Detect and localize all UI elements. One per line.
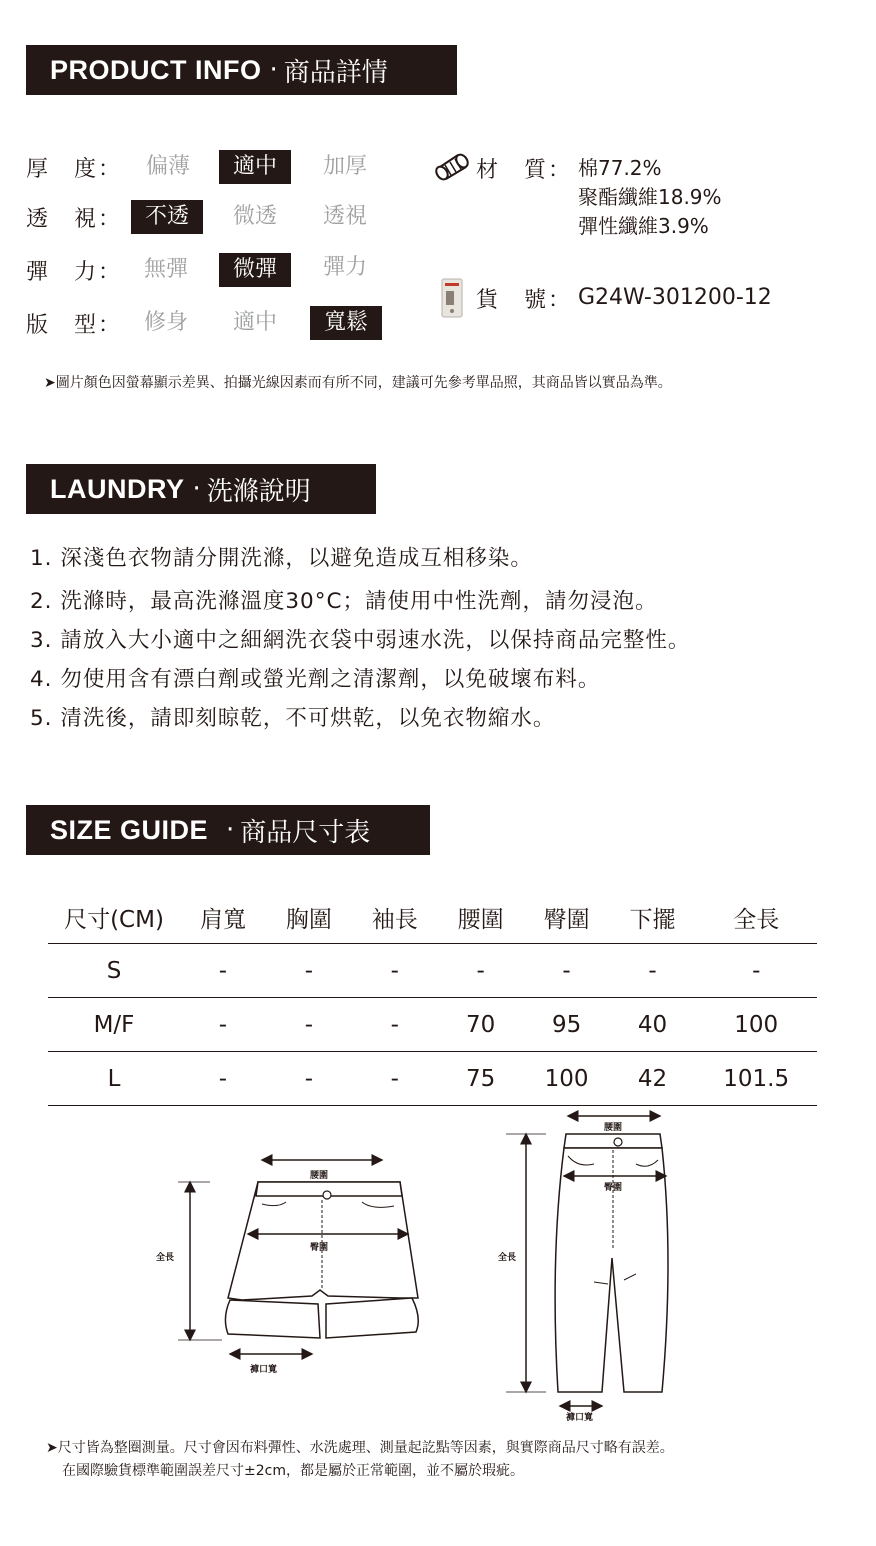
header-dot: · <box>269 55 278 85</box>
option-slight-stretch-selected: 微彈 <box>219 253 291 287</box>
table-cell: 75 <box>438 1052 524 1106</box>
table-cell: - <box>610 944 696 998</box>
table-cell: 101.5 <box>695 1052 817 1106</box>
option-slim: 修身 <box>143 310 188 335</box>
table-cell: - <box>180 944 266 998</box>
option-loose-selected: 寬鬆 <box>310 306 382 340</box>
trousers-hem-label: 褲口寬 <box>566 1413 594 1423</box>
header-dot: · <box>226 815 235 845</box>
product-info-title-en: PRODUCT INFO <box>50 54 262 85</box>
option-sheer: 透視 <box>322 204 367 229</box>
table-cell: S <box>48 944 180 998</box>
attr-label: 版 型： <box>26 312 123 338</box>
table-cell: 42 <box>610 1052 696 1106</box>
shorts-hem-label: 褲口寬 <box>250 1365 278 1375</box>
product-info-title-zh: 商品詳情 <box>283 57 388 88</box>
laundry-title-zh: 洗滌說明 <box>206 476 311 507</box>
size-table-header-row <box>48 891 817 944</box>
table-cell: 70 <box>438 998 524 1052</box>
table-cell: - <box>266 998 352 1052</box>
table-cell: 100 <box>524 1052 610 1106</box>
laundry-item-2: 2. 洗滌時，最高洗滌溫度30°C；請使用中性洗劑，請勿浸泡。 <box>30 589 658 614</box>
shorts-length-label: 全長 <box>156 1253 175 1263</box>
option-no-stretch: 無彈 <box>143 257 188 282</box>
laundry-item-1: 1. 深淺色衣物請分開洗滌，以避免造成互相移染。 <box>30 546 533 571</box>
size-guide-header <box>26 805 430 855</box>
option-thin: 偏薄 <box>145 154 190 179</box>
col-header: 尺寸(CM) <box>48 891 180 944</box>
laundry-title-en: LAUNDRY <box>50 473 185 504</box>
shorts-measurement-diagram <box>150 1148 450 1388</box>
table-cell: - <box>266 1052 352 1106</box>
col-header: 腰圍 <box>438 891 524 944</box>
col-header: 袖長 <box>352 891 438 944</box>
table-cell: - <box>352 1052 438 1106</box>
size-guide-title-en: SIZE GUIDE <box>50 814 209 845</box>
option-medium-selected: 適中 <box>219 150 291 184</box>
shorts-hip-label: 臀圍 <box>310 1243 329 1253</box>
option-opaque-selected: 不透 <box>131 200 203 234</box>
col-header: 全長 <box>695 891 817 944</box>
size-table <box>48 891 817 1106</box>
option-stretch: 彈力 <box>322 255 367 280</box>
shorts-waist-label: 腰圍 <box>310 1171 329 1181</box>
table-cell: - <box>352 944 438 998</box>
table-cell: - <box>180 998 266 1052</box>
material-line-spandex: 彈性纖維3.9% <box>578 214 709 238</box>
table-cell: - <box>438 944 524 998</box>
attr-label: 彈 力： <box>26 259 123 285</box>
laundry-item-4: 4. 勿使用含有漂白劑或螢光劑之清潔劑，以免破壞布料。 <box>30 667 601 692</box>
col-header: 肩寬 <box>180 891 266 944</box>
table-row <box>48 944 817 998</box>
tag-icon <box>440 277 464 319</box>
material-line-cotton: 棉77.2% <box>578 156 662 180</box>
col-header: 臀圍 <box>524 891 610 944</box>
table-cell: M/F <box>48 998 180 1052</box>
laundry-item-3: 3. 請放入大小適中之細網洗衣袋中弱速水洗，以保持商品完整性。 <box>30 628 691 653</box>
thread-spool-icon <box>434 152 472 182</box>
size-guide-title-zh: 商品尺寸表 <box>240 817 371 848</box>
attr-label: 厚 度： <box>26 156 123 182</box>
trousers-measurement-diagram <box>490 1108 690 1428</box>
table-cell: - <box>695 944 817 998</box>
table-cell: 100 <box>695 998 817 1052</box>
table-cell: 95 <box>524 998 610 1052</box>
option-regular: 適中 <box>232 310 277 335</box>
table-cell: - <box>180 1052 266 1106</box>
sku-label: 貨 號： <box>476 288 573 313</box>
table-cell: L <box>48 1052 180 1106</box>
size-disclaimer-line-2: 在國際驗貨標準範圍誤差尺寸±2cm，都是屬於正常範圍，並不屬於瑕疵。 <box>62 1463 524 1479</box>
trousers-hip-label: 臀圍 <box>604 1183 623 1193</box>
material-label: 材 質： <box>476 158 573 183</box>
size-disclaimer-line-1: ➤尺寸皆為整圈測量。尺寸會因布料彈性、水洗處理、測量起訖點等因素，與實際商品尺寸略有誤差。 <box>46 1440 674 1456</box>
col-header: 胸圍 <box>266 891 352 944</box>
option-thick: 加厚 <box>322 154 367 179</box>
option-slightly-sheer: 微透 <box>232 204 277 229</box>
attr-label: 透 視： <box>26 206 123 232</box>
trousers-waist-label: 腰圍 <box>604 1123 623 1133</box>
material-line-polyester: 聚酯纖維18.9% <box>578 185 722 209</box>
sku-value: G24W-301200-12 <box>578 285 772 310</box>
header-dot: · <box>192 474 201 504</box>
laundry-header <box>26 464 376 514</box>
table-cell: 40 <box>610 998 696 1052</box>
table-cell: - <box>266 944 352 998</box>
color-disclaimer: ➤圖片顏色因螢幕顯示差異、拍攝光線因素而有所不同，建議可先參考單品照，其商品皆以實品為準。 <box>44 375 672 391</box>
table-row <box>48 1052 817 1106</box>
table-cell: - <box>524 944 610 998</box>
table-cell: - <box>352 998 438 1052</box>
trousers-length-label: 全長 <box>498 1253 517 1263</box>
col-header: 下擺 <box>610 891 696 944</box>
table-row <box>48 998 817 1052</box>
laundry-item-5: 5. 清洗後，請即刻晾乾，不可烘乾，以免衣物縮水。 <box>30 706 556 731</box>
